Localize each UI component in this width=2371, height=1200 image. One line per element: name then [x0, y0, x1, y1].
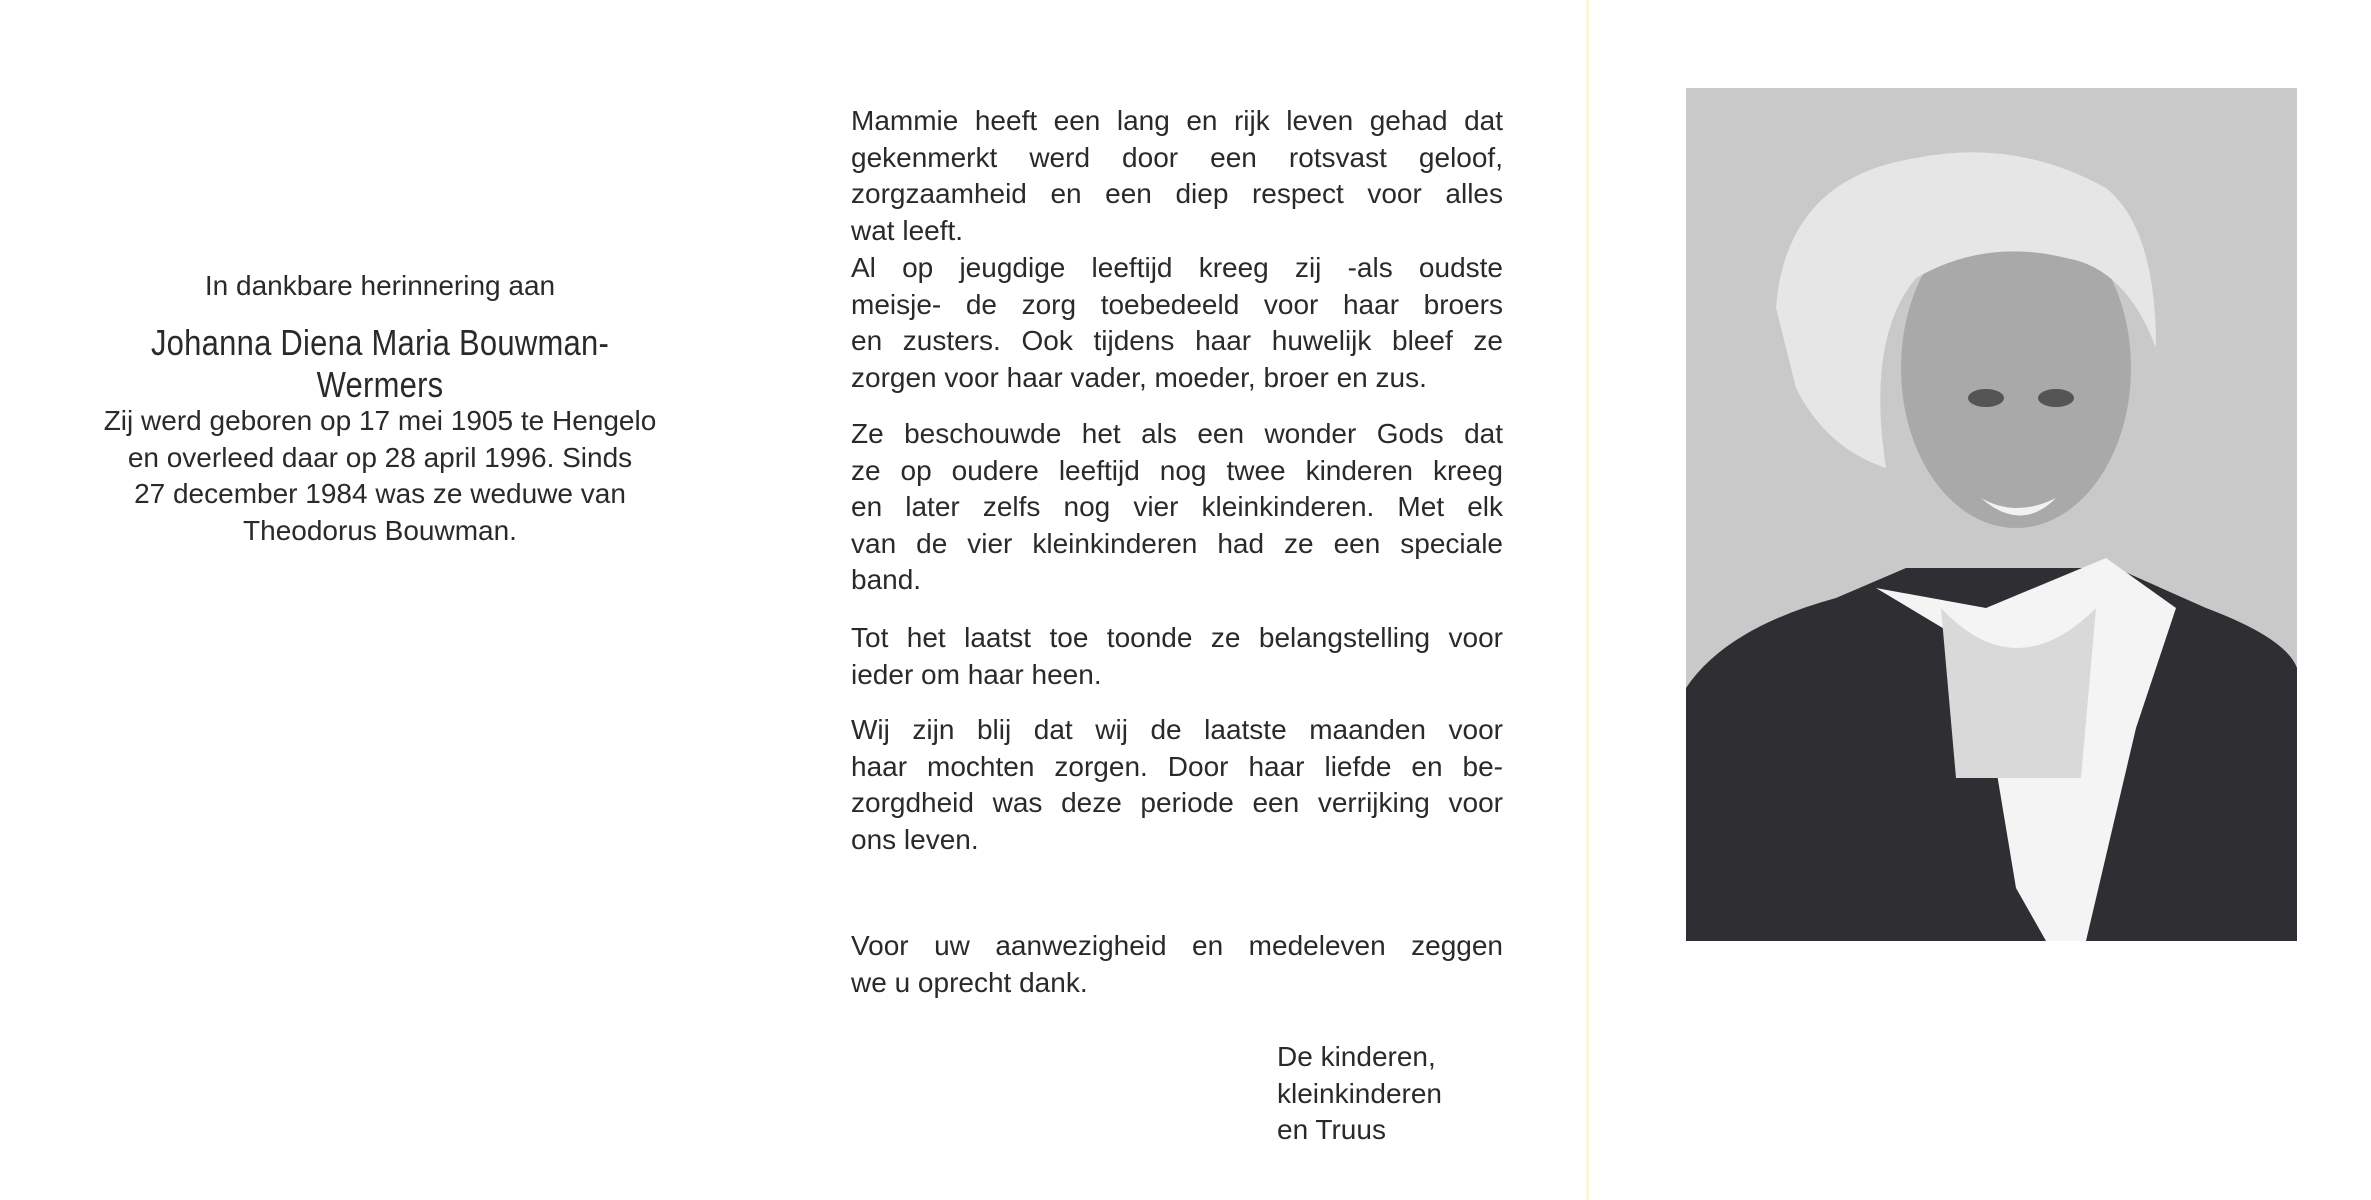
paragraph: [851, 620, 1503, 693]
paragraph-line: zorgen voor haar vader, moeder, broer en zus.: [851, 361, 1427, 393]
paragraph: [851, 250, 1503, 396]
card-fold-line: [1586, 0, 1589, 1200]
paragraph-line: ieder om haar heen.: [851, 658, 1102, 690]
paragraph-line: meisje- de zorg toebedeeld voor haar broers: [851, 288, 1503, 320]
paragraph-line: Wij zijn blij dat wij de laatste maanden voor: [851, 714, 1503, 745]
paragraph: [851, 416, 1503, 599]
paragraph-line: Al op jeugdige leeftijd kreeg zij -als oudste: [851, 252, 1503, 283]
paragraph-line: en zusters. Ook tijdens haar huwelijk bleef ze: [851, 325, 1503, 356]
paragraph-line: van de vier kleinkinderen had ze een speciale: [851, 527, 1503, 559]
signature-line: kleinkinderen: [1277, 1077, 1442, 1109]
biography: [40, 403, 720, 549]
bio-line: 27 december 1984 was ze weduwe van: [134, 478, 626, 509]
paragraph-line: gekenmerkt werd door een rotsvast geloof,: [851, 141, 1503, 173]
bio-line: Zij werd geboren op 17 mei 1905 te Hengelo: [103, 405, 657, 436]
paragraph-line: ze op oudere leeftijd nog twee kinderen kreeg: [851, 454, 1503, 486]
paragraph-line: zorgdheid was deze periode een verrijking voor: [851, 787, 1503, 818]
paragraph: [851, 712, 1503, 858]
paragraph-line: Ze beschouwde het als een wonder Gods dat: [851, 418, 1503, 449]
paragraph-line: zorgzaamheid en een diep respect voor alles: [851, 178, 1503, 209]
signature: [1277, 1039, 1442, 1149]
paragraph-line: Voor uw aanwezigheid en medeleven zeggen: [851, 930, 1503, 961]
dedication-intro: In dankbare herinnering aan: [204, 270, 556, 301]
paragraph-line: ons leven.: [851, 823, 979, 855]
paragraph-line: Mammie heeft een lang en rijk leven gehad dat: [851, 105, 1503, 136]
paragraph-line: Tot het laatst toe toonde ze belangstelling voor: [851, 622, 1503, 653]
signature-line: De kinderen,: [1277, 1041, 1436, 1072]
portrait-photo: [1686, 88, 2297, 941]
paragraph-line: we u oprecht dank.: [851, 966, 1088, 998]
signature-line: en Truus: [1277, 1114, 1386, 1145]
paragraph: [851, 103, 1503, 249]
paragraph: [851, 928, 1503, 1001]
paragraph-line: band.: [851, 564, 922, 595]
bio-line: en overleed daar op 28 april 1996. Sinds: [127, 441, 633, 473]
paragraph-line: haar mochten zorgen. Door haar liefde en be-: [851, 750, 1503, 782]
bio-line: Theodorus Bouwman.: [243, 514, 517, 546]
paragraph-line: wat leeft.: [851, 214, 964, 246]
deceased-name: Johanna Diena Maria Bouwman-Wermers: [150, 322, 610, 405]
paragraph-line: en later zelfs nog vier kleinkinderen. Met elk: [851, 491, 1503, 522]
